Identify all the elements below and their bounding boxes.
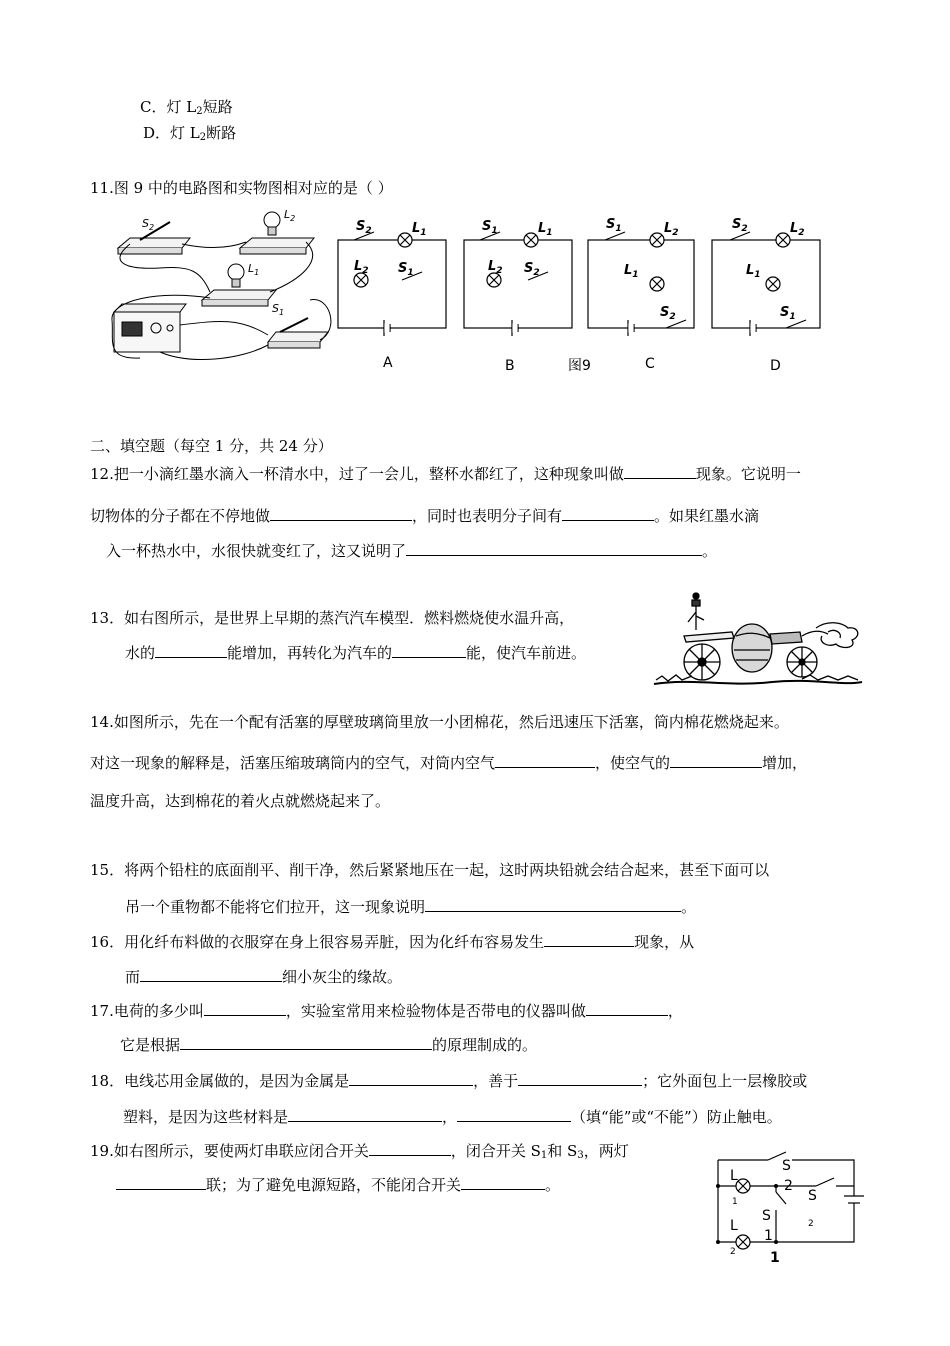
q14-line1: 14.如图所示，先在一个配有活塞的厚壁玻璃筒里放一小团棉花，然后迅速压下活塞，筒内棉花燃烧起来。 [90, 713, 789, 731]
circuit-c [588, 232, 694, 336]
letter-d: D [770, 358, 781, 374]
label-s1: $S_1$ [606, 217, 622, 234]
q16-line1: 16．用化纤布料做的衣服穿在身上很容易弄脏，因为化纤布容易发生 现象，从 [90, 933, 695, 951]
blank[interactable] [457, 1106, 571, 1122]
blank[interactable] [270, 505, 412, 521]
section-title: 二、填空题（每空 1 分，共 24 分） [90, 437, 333, 455]
blank[interactable] [425, 896, 681, 912]
circuit-label-s: S [808, 1188, 817, 1204]
photo-label-s1: $S_1$ [272, 302, 285, 317]
label-s1: $S_1$ [780, 305, 796, 322]
circuit-a [338, 232, 446, 336]
label-l2: $L_2$ [664, 221, 679, 238]
q14-line2: 对这一现象的解释是，活塞压缩玻璃筒内的空气，对筒内空气 ，使空气的 增加， [90, 754, 808, 772]
circuit-label-s: S [782, 1158, 791, 1174]
q18-line2: 塑料，是因为这些材料是 ， （填“能”或“不能”）防止触电。 [123, 1108, 782, 1126]
blank[interactable] [204, 1000, 286, 1016]
circuit-label-num: 1 [732, 1197, 738, 1207]
q18-line1: 18．电线芯用金属做的，是因为金属是 ，善于 ；它外面包上一层橡胶或 [90, 1072, 808, 1090]
fig-caption: 图9 [568, 358, 591, 374]
circuit-label-l: L [730, 1218, 738, 1234]
blank[interactable] [461, 1174, 545, 1190]
label-s2: $S_2$ [660, 305, 676, 322]
circuit-label-num: 2 [784, 1178, 793, 1194]
blank[interactable] [495, 752, 595, 768]
label-l1: $L_1$ [624, 263, 639, 280]
q17-line2: 它是根据 的原理制成的。 [120, 1036, 538, 1054]
label-l1: $L_1$ [538, 221, 553, 238]
q19-line1: 19.如右图所示，要使两灯串联应闭合开关 ，闭合开关 $S_1$和 $S_3$，两灯 [90, 1142, 629, 1161]
blank[interactable] [180, 1034, 432, 1050]
option-c: C．灯 $L_2$短路 [140, 98, 233, 117]
label-s2: $S_2$ [524, 261, 540, 278]
blank[interactable] [624, 463, 696, 479]
q12-line2: 切物体的分子都在不停地做 ，同时也表明分子间有 。如果红墨水滴 [90, 507, 760, 525]
steam-car-image [652, 592, 864, 690]
label-s1: $S_1$ [398, 261, 414, 278]
label-l2: $L_2$ [354, 259, 369, 276]
blank[interactable] [288, 1106, 442, 1122]
blank[interactable] [349, 1070, 473, 1086]
circuit-label-num: 2 [808, 1219, 814, 1229]
label-s2: $S_2$ [356, 219, 372, 236]
label-l2: $L_2$ [790, 221, 805, 238]
blank[interactable] [406, 540, 702, 556]
blank[interactable] [518, 1070, 642, 1086]
circuit-label-num: 2 [730, 1247, 736, 1257]
label-l2: $L_2$ [488, 259, 503, 276]
physical-circuit-image [112, 212, 331, 359]
q15-line1: 15．将两个铅柱的底面削平、削干净，然后紧紧地压在一起，这时两块铅就会结合起来，甚至下面可以 [90, 861, 770, 879]
q13-line2: 水的 能增加，再转化为汽车的 能，使汽车前进。 [125, 644, 587, 662]
label-l1: $L_1$ [412, 221, 427, 238]
circuit-label-num: 1 [764, 1228, 773, 1244]
option-d: D．灯 $L_2$断路 [143, 124, 237, 143]
blank[interactable] [140, 966, 282, 982]
q17-line1: 17.电荷的多少叫 ，实验室常用来检验物体是否带电的仪器叫做 ， [90, 1002, 683, 1020]
circuit-d [712, 232, 820, 336]
q13-line1: 13．如右图所示，是世界上早期的蒸汽汽车模型．燃料燃烧使水温升高， [90, 609, 575, 627]
blank[interactable] [155, 642, 227, 658]
circuit-label-s: S [762, 1208, 771, 1224]
circuit-label-num: 1 [770, 1250, 780, 1266]
blank[interactable] [670, 752, 762, 768]
q16-line2: 而 细小灰尘的缘故。 [125, 968, 403, 986]
letter-c: C [645, 356, 655, 372]
blank[interactable] [392, 642, 466, 658]
blank[interactable] [544, 931, 634, 947]
photo-label-s2: $S_2$ [142, 217, 155, 232]
blank[interactable] [586, 1000, 668, 1016]
blank[interactable] [369, 1140, 451, 1156]
label-l1: $L_1$ [746, 263, 761, 280]
label-s1: $S_1$ [482, 219, 498, 236]
q19-circuit [712, 1148, 864, 1266]
q14-line3: 温度升高，达到棉花的着火点就燃烧起来了。 [90, 792, 391, 810]
q12-line1: 12.把一小滴红墨水滴入一杯清水中，过了一会儿，整杯水都红了，这种现象叫做 现象。它说明一 [90, 465, 801, 483]
q15-line2: 吊一个重物都不能将它们拉开，这一现象说明 。 [125, 898, 697, 916]
label-s2: $S_2$ [732, 217, 748, 234]
blank[interactable] [116, 1174, 206, 1190]
figure-9 [100, 200, 840, 390]
q19-line2: 联；为了避免电源短路，不能闭合开关 。 [116, 1174, 560, 1195]
letter-b: B [505, 358, 515, 374]
photo-label-l1: $L_1$ [248, 262, 260, 277]
letter-a: A [383, 355, 393, 371]
q11-text: 11.图 9 中的电路图和实物图相对应的是（ ） [90, 179, 393, 197]
circuit-label-l: L [730, 1168, 738, 1184]
blank[interactable] [562, 505, 654, 521]
circuit-b [464, 232, 572, 336]
photo-label-l2: $L_2$ [284, 208, 296, 223]
q12-line3: 入一杯热水中，水很快就变红了，这又说明了 。 [106, 542, 718, 560]
